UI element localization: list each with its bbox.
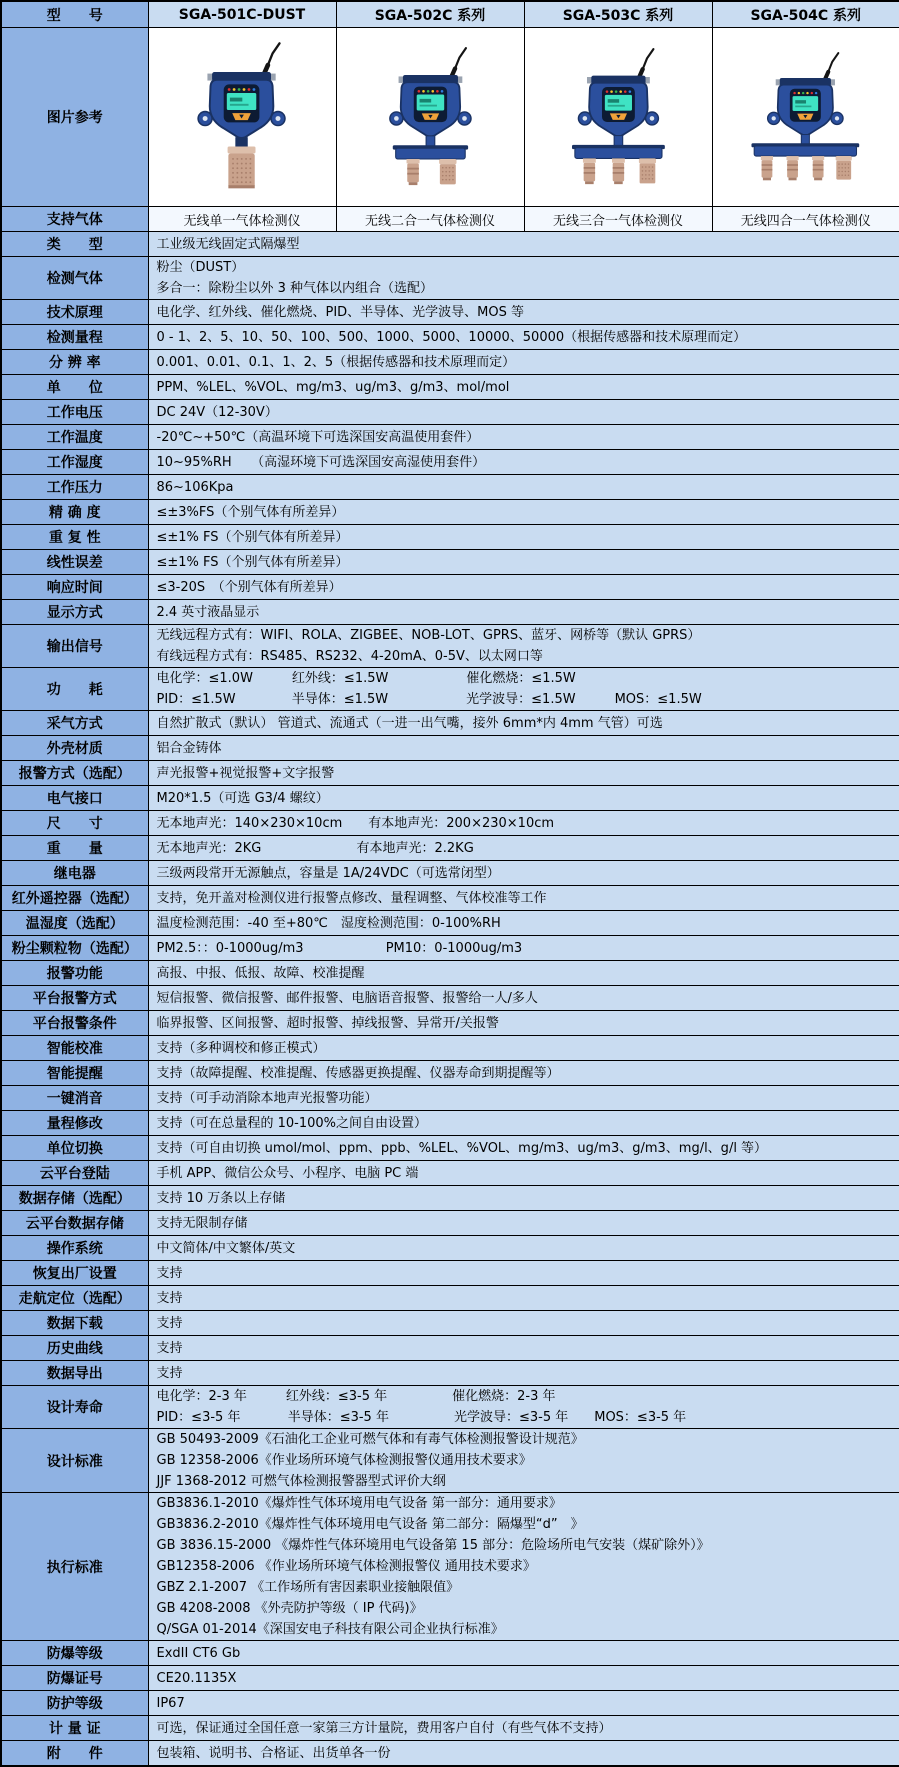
- spec-row: [1, 668, 899, 711]
- spec-row: [1, 1641, 899, 1666]
- row-label: 历史曲线: [1, 1336, 148, 1361]
- row-label: 温湿度（选配）: [1, 911, 148, 936]
- spec-line: 三级两段常开无源触点，容量是 1A/24VDC（可选常闭型）: [156, 865, 500, 881]
- row-label: 量程修改: [1, 1111, 148, 1136]
- spec-row: [1, 786, 899, 811]
- spec-row: [1, 1061, 899, 1086]
- row-label: 支持气体: [1, 207, 148, 232]
- spec-row: [1, 811, 899, 836]
- spec-line: JJF 1368-2012 可燃气体检测报警器型式评价大纲: [156, 1474, 446, 1489]
- row-label: 检测气体: [1, 257, 148, 300]
- row-value: [148, 1311, 899, 1336]
- row-value: [148, 625, 899, 668]
- row-label: 防爆等级: [1, 1641, 148, 1666]
- spec-line: 支持: [156, 1290, 183, 1306]
- spec-row: [1, 1691, 899, 1716]
- spec-line: M20*1.5（可选 G3/4 螺纹）: [156, 790, 329, 806]
- row-value: [148, 1236, 899, 1261]
- spec-line: 高报、中报、低报、故障、校准提醒: [156, 965, 365, 981]
- spec-line: 有线远程方式有：RS485、RS232、4-20mA、0-5V、以太网口等: [156, 649, 543, 664]
- row-value: [148, 1011, 899, 1036]
- spec-line: 多合一：除粉尘以外 3 种气体以内组合（选配）: [156, 281, 434, 296]
- row-label: 平台报警条件: [1, 1011, 148, 1036]
- spec-line: GB 3836.15-2000 《爆炸性气体环境用电气设备第 15 部分：危险场所电气安装（煤矿除外）》: [156, 1538, 710, 1553]
- spec-line: DC 24V（12-30V）: [156, 404, 278, 420]
- row-label: 报警功能: [1, 961, 148, 986]
- spec-row: [1, 1136, 899, 1161]
- row-label: 执行标准: [1, 1493, 148, 1641]
- row-value: [148, 257, 899, 300]
- spec-line: 支持无限制存储: [156, 1215, 248, 1231]
- row-label: 工作温度: [1, 425, 148, 450]
- spec-line: 包装箱、说明书、合格证、出货单各一份: [156, 1745, 391, 1761]
- spec-row: [1, 1311, 899, 1336]
- spec-row: [1, 1741, 899, 1767]
- spec-line: IP67: [156, 1695, 185, 1711]
- spec-line: 短信报警、微信报警、邮件报警、电脑语音报警、报警给一人/多人: [156, 990, 538, 1006]
- row-value: [148, 325, 899, 350]
- spec-row: [1, 625, 899, 668]
- spec-row: [1, 736, 899, 761]
- spec-line: PID：≤3-5 年 半导体：≤3-5 年 光学波导：≤3-5 年 MOS：≤3-5 年: [156, 1410, 687, 1425]
- row-label: 工作压力: [1, 475, 148, 500]
- spec-line: PPM、%LEL、%VOL、mg/m3、ug/m3、g/m3、mol/mol: [156, 379, 510, 395]
- spec-line: 0 - 1、2、5、10、50、100、500、1000、5000、10000、50000（根据传感器和技术原理而定）: [156, 329, 747, 345]
- wireless-3in1-gas-detector: [547, 47, 690, 187]
- spec-row: [1, 961, 899, 986]
- row-value: [148, 986, 899, 1011]
- spec-line: 粉尘（DUST）: [156, 260, 245, 275]
- row-label: 一键消音: [1, 1086, 148, 1111]
- row-value: [148, 1111, 899, 1136]
- row-label: 精 确 度: [1, 500, 148, 525]
- spec-row: [1, 986, 899, 1011]
- row-label: 操作系统: [1, 1236, 148, 1261]
- row-label: 检测量程: [1, 325, 148, 350]
- spec-line: 支持: [156, 1315, 183, 1331]
- spec-line: GB3836.2-2010《爆炸性气体环境用电气设备 第二部分：隔爆型“d” 》: [156, 1517, 584, 1532]
- row-label: 恢复出厂设置: [1, 1261, 148, 1286]
- row-value: [148, 1286, 899, 1311]
- spec-line: 支持（可自由切换 umol/mol、ppm、ppb、%LEL、%VOL、mg/m3、ug/m3、g/m3、mg/l、g/l 等）: [156, 1140, 768, 1156]
- row-value: [148, 475, 899, 500]
- supported-gas-value: 无线四合一气体检测仪: [712, 207, 899, 232]
- spec-line: 支持: [156, 1365, 183, 1381]
- row-label: 单位切换: [1, 1136, 148, 1161]
- spec-line: 10~95%RH （高湿环境下可选深国安高湿使用套件）: [156, 454, 486, 470]
- spec-row: [1, 325, 899, 350]
- row-label: 类 型: [1, 232, 148, 257]
- row-value: [148, 1493, 899, 1641]
- spec-line: PID：≤1.5W 半导体：≤1.5W 光学波导：≤1.5W MOS：≤1.5W: [156, 692, 702, 707]
- spec-line: 工业级无线固定式隔爆型: [156, 236, 300, 252]
- row-label: 尺 寸: [1, 811, 148, 836]
- row-value: [148, 1336, 899, 1361]
- spec-line: 支持: [156, 1265, 183, 1281]
- spec-row: [1, 1716, 899, 1741]
- spec-row: [1, 450, 899, 475]
- row-value: [148, 425, 899, 450]
- model-name-1: SGA-501C-DUST: [148, 1, 336, 28]
- row-value: [148, 1086, 899, 1111]
- spec-line: 手机 APP、微信公众号、小程序、电脑 PC 端: [156, 1165, 419, 1181]
- row-value: [148, 550, 899, 575]
- model-name-2: SGA-502C 系列: [336, 1, 524, 28]
- spec-line: GBZ 2.1-2007 《工作场所有害因素职业接触限值》: [156, 1580, 460, 1595]
- spec-row: [1, 1111, 899, 1136]
- supported-gas-value: 无线二合一气体检测仪: [336, 207, 524, 232]
- row-label: 采气方式: [1, 711, 148, 736]
- row-value: [148, 936, 899, 961]
- row-value: [148, 1691, 899, 1716]
- row-label: 防护等级: [1, 1691, 148, 1716]
- spec-line: ≤±1% FS（个别气体有所差异）: [156, 554, 349, 570]
- row-value: [148, 232, 899, 257]
- spec-row: [1, 861, 899, 886]
- product-image-sga-503c: [524, 28, 712, 207]
- row-label: 线性误差: [1, 550, 148, 575]
- row-label: 数据下载: [1, 1311, 148, 1336]
- product-image-sga-501c: [148, 28, 336, 207]
- spec-row: [1, 1011, 899, 1036]
- spec-line: 无本地声光：140×230×10cm 有本地声光：200×230×10cm: [156, 815, 555, 831]
- spec-line: 铝合金铸体: [156, 740, 222, 756]
- row-label: 粉尘颗粒物（选配）: [1, 936, 148, 961]
- row-label: 技术原理: [1, 300, 148, 325]
- row-label: 工作电压: [1, 400, 148, 425]
- spec-row: [1, 475, 899, 500]
- row-label: 云平台登陆: [1, 1161, 148, 1186]
- row-label: 外壳材质: [1, 736, 148, 761]
- row-label: 输出信号: [1, 625, 148, 668]
- row-label: 设计标准: [1, 1429, 148, 1493]
- spec-line: GB3836.1-2010《爆炸性气体环境用电气设备 第一部分：通用要求》: [156, 1496, 562, 1511]
- row-value: [148, 886, 899, 911]
- spec-line: GB 50493-2009《石油化工企业可燃气体和有毒气体检测报警设计规范》: [156, 1432, 584, 1447]
- row-value: [148, 1741, 899, 1767]
- spec-row: [1, 1429, 899, 1493]
- spec-row: [1, 1336, 899, 1361]
- spec-line: 0.001、0.01、0.1、1、2、5（根据传感器和技术原理而定）: [156, 354, 516, 370]
- row-value: [148, 1161, 899, 1186]
- row-label: 计 量 证: [1, 1716, 148, 1741]
- spec-line: GB12358-2006 《作业场所环境气体检测报警仪 通用技术要求》: [156, 1559, 536, 1574]
- spec-line: CE20.1135X: [156, 1670, 237, 1686]
- row-value: [148, 668, 899, 711]
- spec-line: 电化学：2-3 年 红外线：≤3-5 年 催化燃烧：2-3 年: [156, 1389, 556, 1404]
- spec-line: ExdII CT6 Gb: [156, 1645, 241, 1661]
- spec-row: [1, 350, 899, 375]
- spec-line: 无线远程方式有：WIFI、ROLA、ZIGBEE、NOB-LOT、GPRS、蓝牙、网桥等（默认 GPRS）: [156, 628, 701, 643]
- row-value: [148, 711, 899, 736]
- spec-row: [1, 375, 899, 400]
- row-label: 云平台数据存储: [1, 1211, 148, 1236]
- row-label: 分 辨 率: [1, 350, 148, 375]
- spec-row: [1, 257, 899, 300]
- spec-row: [1, 600, 899, 625]
- spec-line: 支持（可在总量程的 10-100%之间自由设置）: [156, 1115, 428, 1131]
- spec-line: 电化学：≤1.0W 红外线：≤1.5W 催化燃烧：≤1.5W: [156, 671, 576, 686]
- spec-row: [1, 1161, 899, 1186]
- row-value: [148, 1641, 899, 1666]
- wireless-single-gas-detector: [164, 41, 319, 193]
- spec-row: [1, 1493, 899, 1641]
- spec-row: [1, 500, 899, 525]
- row-label: 电气接口: [1, 786, 148, 811]
- row-value: [148, 1211, 899, 1236]
- row-label: 显示方式: [1, 600, 148, 625]
- spec-row: [1, 711, 899, 736]
- product-image-sga-504c: [712, 28, 899, 207]
- spec-row: [1, 911, 899, 936]
- row-value: [148, 836, 899, 861]
- row-value: [148, 911, 899, 936]
- row-label: 重 复 性: [1, 525, 148, 550]
- supported-gas-value: 无线单一气体检测仪: [148, 207, 336, 232]
- row-value: [148, 600, 899, 625]
- spec-line: PM2.5：：0-1000ug/m3 PM10：0-1000ug/m3: [156, 940, 523, 956]
- model-name-4: SGA-504C 系列: [712, 1, 899, 28]
- spec-line: 支持（可手动消除本地声光报警功能）: [156, 1090, 378, 1106]
- spec-line: Q/SGA 01-2014《深国安电子科技有限公司企业执行标准》: [156, 1622, 504, 1637]
- spec-row: [1, 400, 899, 425]
- spec-row: [1, 425, 899, 450]
- image-row: [1, 28, 899, 207]
- spec-row: [1, 761, 899, 786]
- spec-row: [1, 232, 899, 257]
- spec-line: 中文简体/中文繁体/英文: [156, 1240, 296, 1256]
- row-label: 功 耗: [1, 668, 148, 711]
- spec-row: [1, 1236, 899, 1261]
- row-value: [148, 1261, 899, 1286]
- spec-line: 支持（故障提醒、校准提醒、传感器更换提醒、仪器寿命到期提醒等）: [156, 1065, 560, 1081]
- spec-row: [1, 1211, 899, 1236]
- spec-row: [1, 1286, 899, 1311]
- spec-line: 自然扩散式（默认） 管道式、流通式（一进一出气嘴，接外 6mm*内 4mm 气管）可选: [156, 715, 663, 731]
- model-name-3: SGA-503C 系列: [524, 1, 712, 28]
- row-label: 数据导出: [1, 1361, 148, 1386]
- row-value: [148, 1386, 899, 1429]
- row-label: 数据存储（选配）: [1, 1186, 148, 1211]
- row-label: 走航定位（选配）: [1, 1286, 148, 1311]
- spec-row: [1, 300, 899, 325]
- row-value: [148, 1186, 899, 1211]
- spec-line: 温度检测范围：-40 至+80℃ 湿度检测范围：0-100%RH: [156, 915, 501, 931]
- spec-line: 无本地声光：2KG 有本地声光：2.2KG: [156, 840, 474, 856]
- spec-line: GB 12358-2006《作业场所环境气体检测报警仪通用技术要求》: [156, 1453, 532, 1468]
- row-label: 设计寿命: [1, 1386, 148, 1429]
- spec-line: 支持（多种调校和修正模式）: [156, 1040, 326, 1056]
- row-label: 重 量: [1, 836, 148, 861]
- spec-row: [1, 550, 899, 575]
- row-value: [148, 1429, 899, 1493]
- row-value: [148, 1666, 899, 1691]
- row-value: [148, 761, 899, 786]
- row-value: [148, 961, 899, 986]
- spec-row: [1, 886, 899, 911]
- row-value: [148, 811, 899, 836]
- row-label: 红外遥控器（选配）: [1, 886, 148, 911]
- spec-line: GB 4208-2008 《外壳防护等级（ IP 代码)》: [156, 1601, 423, 1616]
- spec-row: [1, 1361, 899, 1386]
- row-label: 继电器: [1, 861, 148, 886]
- row-value: [148, 1716, 899, 1741]
- supported-gas-value: 无线三合一气体检测仪: [524, 207, 712, 232]
- spec-row: [1, 1186, 899, 1211]
- row-value: [148, 350, 899, 375]
- row-value: [148, 300, 899, 325]
- row-value: [148, 500, 899, 525]
- product-image-sga-502c: [336, 28, 524, 207]
- spec-line: -20℃~+50℃（高温环境下可选深国安高温使用套件）: [156, 429, 480, 445]
- row-value: [148, 525, 899, 550]
- row-value: [148, 450, 899, 475]
- row-value: [148, 400, 899, 425]
- spec-line: 支持: [156, 1340, 183, 1356]
- header-label: 型 号: [1, 1, 148, 28]
- spec-line: 声光报警+视觉报警+文字报警: [156, 765, 335, 781]
- row-label: 工作湿度: [1, 450, 148, 475]
- row-value: [148, 736, 899, 761]
- spec-line: ≤3-20S （个别气体有所差异）: [156, 579, 342, 595]
- spec-row: [1, 836, 899, 861]
- spec-row: [1, 936, 899, 961]
- row-label: 单 位: [1, 375, 148, 400]
- row-value: [148, 1061, 899, 1086]
- spec-row: [1, 1666, 899, 1691]
- spec-row: [1, 525, 899, 550]
- spec-line: 支持，免开盖对检测仪进行报警点修改、量程调整、气体校准等工作: [156, 890, 547, 906]
- spec-row: [1, 1261, 899, 1286]
- row-label: 报警方式（选配）: [1, 761, 148, 786]
- spec-row: [1, 575, 899, 600]
- spec-row: [1, 1386, 899, 1429]
- spec-line: 电化学、红外线、催化燃烧、PID、半导体、光学波导、MOS 等: [156, 304, 525, 320]
- spec-line: 支持 10 万条以上存储: [156, 1190, 286, 1206]
- row-label: 智能校准: [1, 1036, 148, 1061]
- row-value: [148, 1361, 899, 1386]
- row-label: 响应时间: [1, 575, 148, 600]
- spec-line: 临界报警、区间报警、超时报警、掉线报警、异常开/关报警: [156, 1015, 499, 1031]
- spec-row: [1, 1036, 899, 1061]
- row-label: 图片参考: [1, 28, 148, 207]
- spec-row: [1, 1086, 899, 1111]
- spec-line: ≤±3%FS（个别气体有所差异）: [156, 504, 345, 520]
- row-label: 附 件: [1, 1741, 148, 1767]
- wireless-2in1-gas-detector: [358, 46, 503, 188]
- spec-line: 可选，保证通过全国任意一家第三方计量院，费用客户自付（有些气体不支持）: [156, 1720, 612, 1736]
- spec-line: 86~106Kpa: [156, 479, 234, 495]
- row-value: [148, 1136, 899, 1161]
- row-value: [148, 375, 899, 400]
- row-value: [148, 575, 899, 600]
- row-value: [148, 786, 899, 811]
- spec-line: 2.4 英寸液晶显示: [156, 604, 260, 620]
- row-value: [148, 1036, 899, 1061]
- header-row: [1, 1, 899, 28]
- row-label: 智能提醒: [1, 1061, 148, 1086]
- row-value: [148, 861, 899, 886]
- spec-line: ≤±1% FS（个别气体有所差异）: [156, 529, 349, 545]
- supported-gas-row: [1, 207, 899, 232]
- wireless-4in1-gas-detector: [738, 51, 873, 183]
- row-label: 防爆证号: [1, 1666, 148, 1691]
- row-label: 平台报警方式: [1, 986, 148, 1011]
